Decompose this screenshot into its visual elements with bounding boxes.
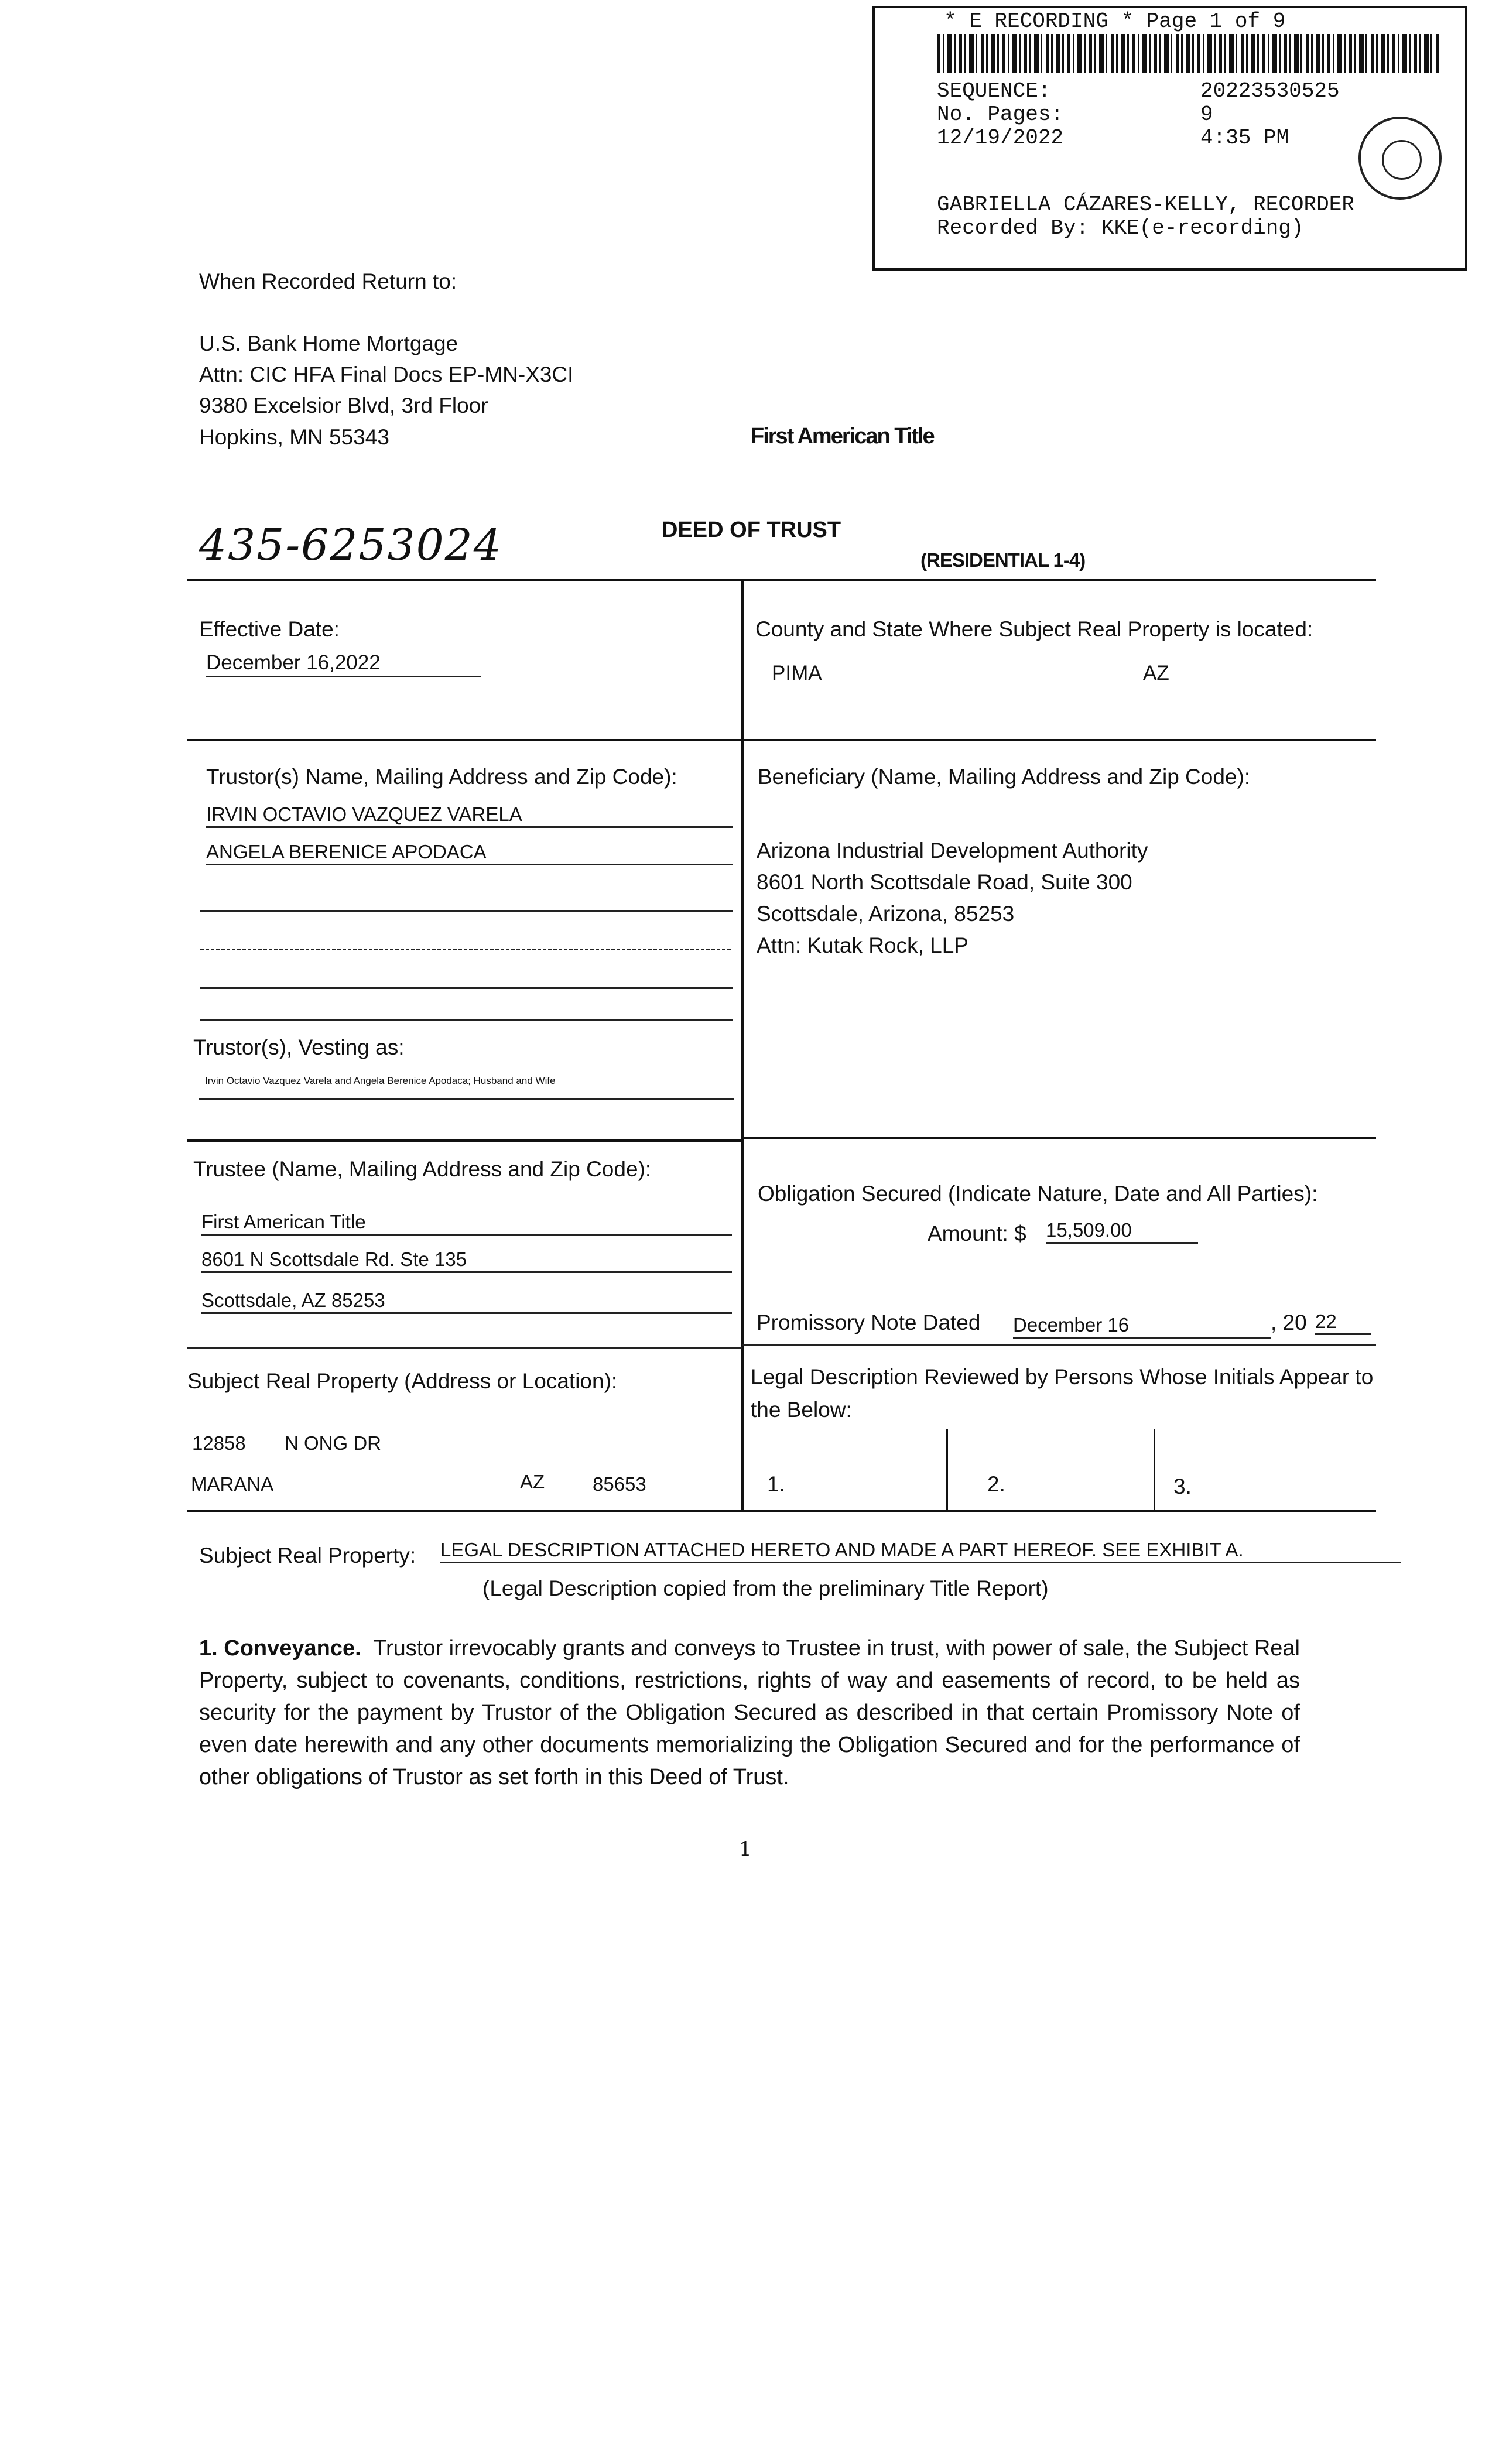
street-name: N ONG DR [285, 1432, 381, 1454]
return-to-heading: When Recorded Return to: [199, 269, 457, 293]
trustee-label: Trustee (Name, Mailing Address and Zip Code): [193, 1157, 652, 1181]
state-value: AZ [1143, 662, 1169, 685]
return-to-line: 9380 Excelsior Blvd, 3rd Floor [199, 393, 488, 417]
note-year-prefix: , 20 [1271, 1310, 1307, 1334]
effective-date-value: December 16,2022 [206, 650, 481, 677]
beneficiary-label: Beneficiary (Name, Mailing Address and Zip Code): [758, 765, 1251, 789]
sequence-label: SEQUENCE: [937, 79, 1051, 103]
row-divider [742, 1137, 1376, 1139]
street-number: 12858 [192, 1432, 246, 1454]
conveyance-heading: 1. Conveyance. [199, 1636, 361, 1661]
subject-real-property-value: LEGAL DESCRIPTION ATTACHED HERETO AND MADE A PART HEREOF. SEE EXHIBIT A. [440, 1538, 1401, 1563]
city: MARANA [191, 1473, 274, 1495]
property-state: AZ [520, 1471, 545, 1493]
document-title: DEED OF TRUST [662, 518, 841, 542]
row-divider [199, 1098, 734, 1100]
beneficiary-line: Attn: Kutak Rock, LLP [757, 933, 968, 957]
recording-header: * E RECORDING * Page 1 of 9 [944, 9, 1286, 33]
trustee-line: First American Title [201, 1210, 732, 1236]
initials-box-1: 1. [767, 1472, 785, 1496]
return-to-line: Hopkins, MN 55343 [199, 425, 389, 449]
barcode [937, 34, 1439, 73]
county-value: PIMA [772, 662, 822, 685]
document-subtitle: (RESIDENTIAL 1-4) [920, 549, 1086, 571]
recording-date: 12/19/2022 [937, 126, 1064, 150]
pages-value: 9 [1200, 102, 1213, 126]
row-divider [742, 1344, 1376, 1346]
initial-box-divider [1154, 1429, 1155, 1511]
amount-value: 15,509.00 [1046, 1218, 1198, 1244]
promissory-note-date: December 16 [1013, 1313, 1271, 1339]
recorded-by: Recorded By: KKE(e-recording) [937, 216, 1304, 240]
subject-property-label: Subject Real Property (Address or Location): [187, 1369, 618, 1393]
trustors-label: Trustor(s) Name, Mailing Address and Zip Code): [206, 765, 677, 789]
blank-line [200, 1019, 733, 1021]
row-divider [187, 1139, 742, 1142]
zip-code: 85653 [593, 1473, 646, 1495]
page-number: 1 [739, 1837, 752, 1861]
form-top-border [187, 579, 1376, 581]
sequence-value: 20223530525 [1200, 79, 1340, 103]
initials-box-3: 3. [1173, 1474, 1192, 1498]
conveyance-text: Trustor irrevocably grants and conveys to Trustee in trust, with power of sale, the Subject Real Property, subject to covenants, conditions, restrictions, rights of way and easements of record, to be held as security for the payment by Trustor of the Obligation Secured as described in that certain Promissory Note of even date herewith and any other documents memorializing the Obligation Secured and for the performance of other obligations of Trustor as set forth in this Deed of Trust. [199, 1636, 1300, 1789]
conveyance-paragraph [199, 1633, 1300, 1794]
legal-review-label: Legal Description Reviewed by Persons Whose Initials Appear to the Below: [751, 1365, 1374, 1422]
trustee-line: 8601 N Scottsdale Rd. Ste 135 [201, 1247, 732, 1273]
beneficiary-line: Scottsdale, Arizona, 85253 [757, 902, 1015, 926]
pages-label: No. Pages: [937, 102, 1064, 126]
return-to-line: U.S. Bank Home Mortgage [199, 331, 458, 355]
note-year-suffix: 22 [1315, 1309, 1371, 1335]
title-company-stamp: First American Title [751, 424, 934, 449]
return-to-line: Attn: CIC HFA Final Docs EP-MN-X3CI [199, 362, 574, 386]
trustor-name: ANGELA BERENICE APODACA [206, 840, 733, 865]
blank-line [200, 987, 733, 989]
county-state-label: County and State Where Subject Real Property is located: [755, 617, 1313, 641]
trustor-name: IRVIN OCTAVIO VAZQUEZ VARELA [206, 802, 733, 828]
vesting-label: Trustor(s), Vesting as: [193, 1035, 405, 1059]
trustee-line: Scottsdale, AZ 85253 [201, 1288, 732, 1314]
handwritten-file-number: 435-6253024 [199, 520, 502, 570]
form-center-divider [741, 579, 744, 1511]
county-seal-icon [1358, 117, 1442, 200]
subject-real-property-label: Subject Real Property: [199, 1544, 416, 1568]
initials-box-2: 2. [987, 1472, 1005, 1496]
recording-time: 4:35 PM [1200, 126, 1289, 150]
effective-date-label: Effective Date: [199, 617, 340, 641]
beneficiary-line: 8601 North Scottsdale Road, Suite 300 [757, 870, 1132, 894]
recorder-name: GABRIELLA CÁZARES-KELLY, RECORDER [937, 193, 1354, 217]
blank-line [200, 910, 733, 912]
form-bottom-border [187, 1510, 1376, 1512]
beneficiary-line: Arizona Industrial Development Authority [757, 839, 1148, 863]
amount-label: Amount: $ [928, 1221, 1026, 1245]
obligation-label: Obligation Secured (Indicate Nature, Date and All Parties): [758, 1182, 1318, 1206]
blank-line [200, 949, 733, 950]
vesting-value: Irvin Octavio Vazquez Varela and Angela Berenice Apodaca; Husband and Wife [205, 1075, 556, 1086]
row-divider [187, 739, 1376, 741]
legal-description-note: (Legal Description copied from the preliminary Title Report) [482, 1576, 1049, 1600]
recording-stamp [872, 6, 1467, 271]
promissory-note-label: Promissory Note Dated [757, 1310, 981, 1334]
row-divider [187, 1347, 742, 1349]
initial-box-divider [946, 1429, 948, 1511]
